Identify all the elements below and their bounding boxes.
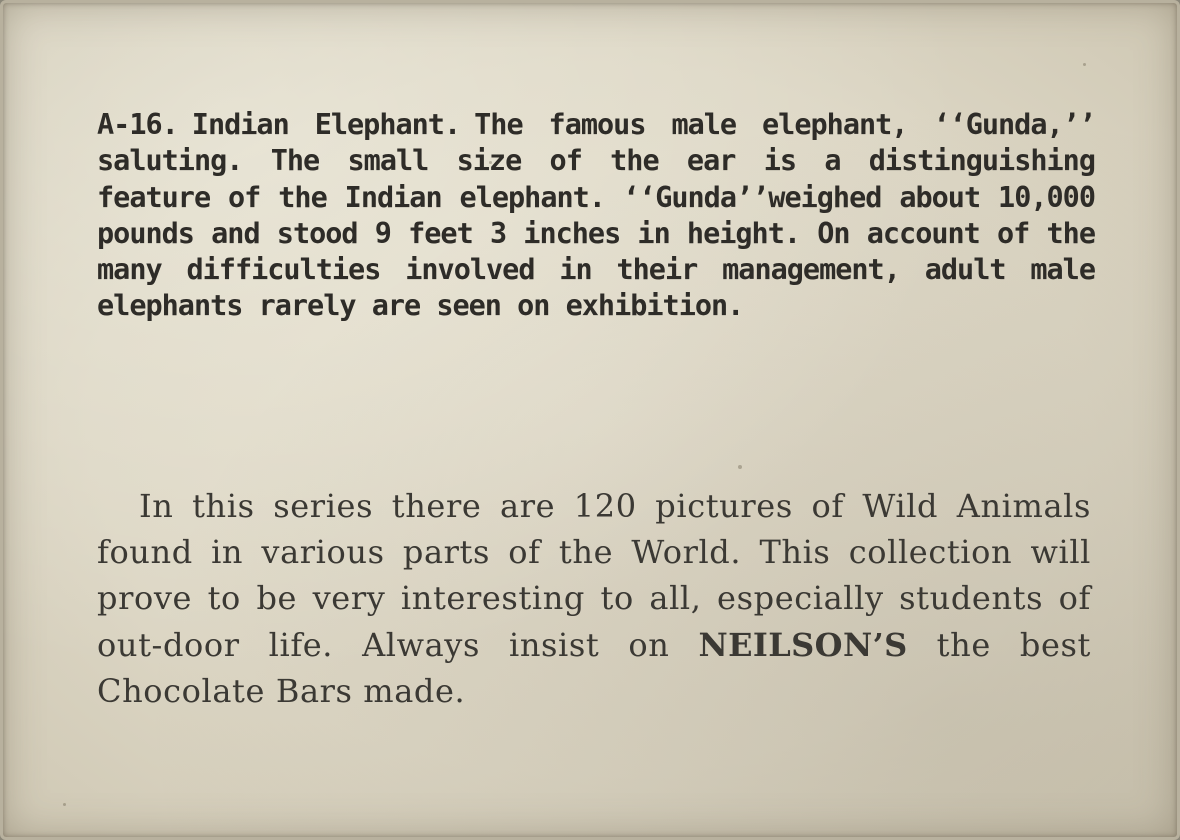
card-title: Indian Elephant. xyxy=(191,108,461,141)
caption-paragraph xyxy=(97,107,1095,325)
paper-speck xyxy=(1083,63,1086,66)
series-text: In this series there are 120 pictures of Wild Animals found in various parts of the World. This collection will prove to be very interesting to all, especially students of out-door life. Always insist on xyxy=(97,487,1091,664)
series-text-end: the best Chocolate Bars made. xyxy=(97,625,1091,710)
paper-speck xyxy=(489,161,492,164)
brand-name: NEILSON’S xyxy=(698,625,908,664)
card-number: A-16. xyxy=(97,108,178,141)
series-description xyxy=(97,483,1091,714)
paper-speck xyxy=(63,803,66,806)
paper-speck xyxy=(738,465,742,469)
caption-text: The famous male elephant, ‘‘Gunda,’’ saluting. The small size of the ear is a distinguishing feature of the Indian elephant. ‘‘Gunda’’weighed about 10,000 pounds and stood 9 feet 3 inches in height. On account of the many difficulties involved in their management, adult male elephants rarely are seen on exhibition. xyxy=(97,108,1095,323)
